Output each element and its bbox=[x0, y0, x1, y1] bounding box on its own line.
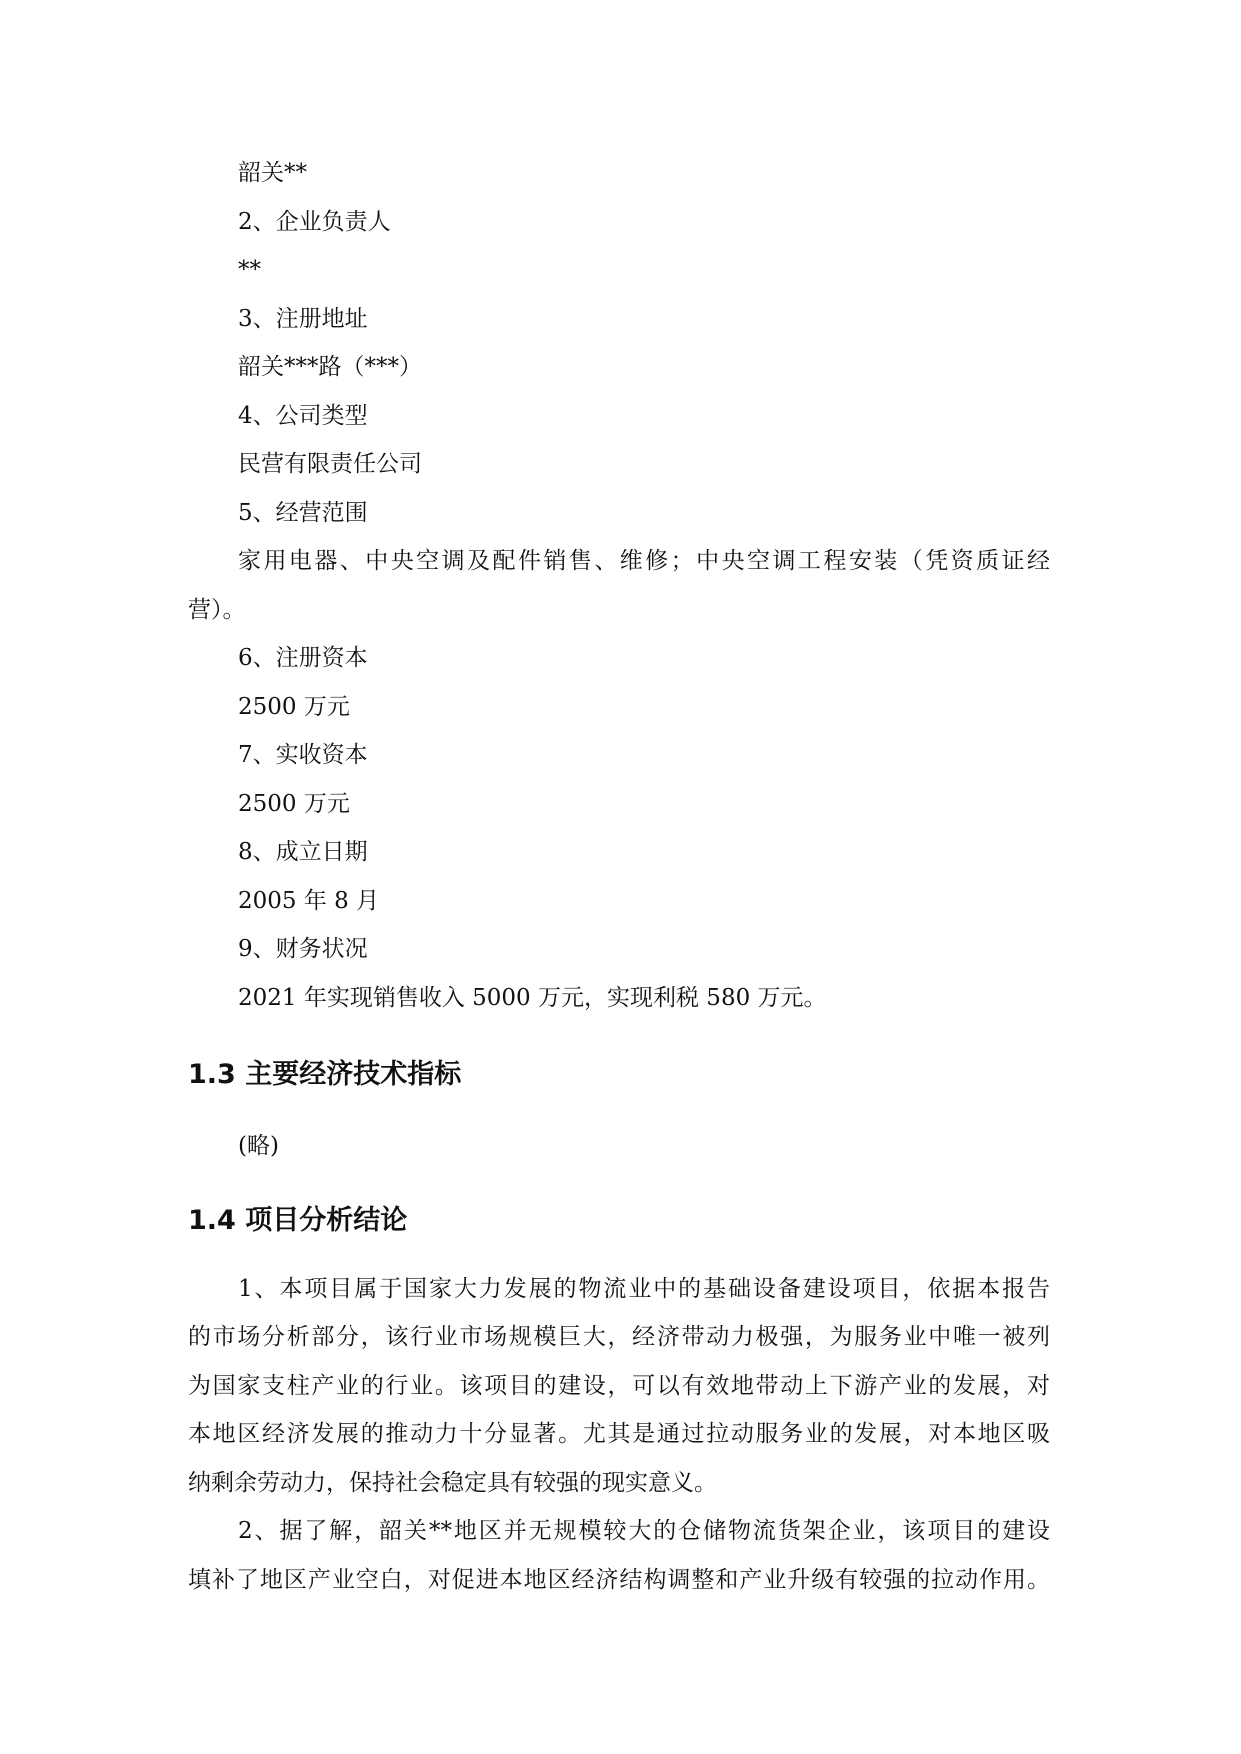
conclusion-line-1: 1、本项目属于国家大力发展的物流业中的基础设备建设项目，依据本报告 bbox=[238, 1276, 1050, 1302]
item-label-registered-capital: 6、注册资本 bbox=[238, 645, 368, 671]
item-label-financial-status: 9、财务状况 bbox=[238, 936, 368, 962]
item-label-legal-rep: 2、企业负责人 bbox=[238, 209, 391, 235]
conclusion-line-6: 2、据了解，韶关**地区并无规模较大的仓储物流货架企业，该项目的建设 bbox=[238, 1518, 1050, 1544]
item-label-founding-date: 8、成立日期 bbox=[238, 839, 368, 865]
paid-in-capital-value: 2500 万元 bbox=[238, 791, 350, 817]
conclusion-line-7: 填补了地区产业空白，对促进本地区经济结构调整和产业升级有较强的拉动作用。 bbox=[188, 1567, 1050, 1593]
registered-capital-value: 2500 万元 bbox=[238, 694, 350, 720]
section-heading-1-3: 1.3 主要经济技术指标 bbox=[188, 1059, 462, 1090]
section-heading-1-4: 1.4 项目分析结论 bbox=[188, 1205, 408, 1236]
conclusion-line-4: 本地区经济发展的推动力十分显著。尤其是通过拉动服务业的发展，对本地区吸 bbox=[188, 1421, 1050, 1447]
business-scope-line-2: 营）。 bbox=[188, 597, 246, 623]
item-label-company-type: 4、公司类型 bbox=[238, 403, 368, 429]
conclusion-line-5: 纳剩余劳动力，保持社会稳定具有较强的现实意义。 bbox=[188, 1470, 717, 1496]
company-location: 韶关** bbox=[238, 160, 307, 186]
conclusion-line-3: 为国家支柱产业的行业。该项目的建设，可以有效地带动上下游产业的发展，对 bbox=[188, 1373, 1050, 1399]
item-label-business-scope: 5、经营范围 bbox=[238, 500, 368, 526]
founding-date-value: 2005 年 8 月 bbox=[238, 888, 380, 914]
item-label-address: 3、注册地址 bbox=[238, 306, 368, 332]
conclusion-line-2: 的市场分析部分，该行业市场规模巨大，经济带动力极强，为服务业中唯一被列 bbox=[188, 1324, 1050, 1350]
company-type-value: 民营有限责任公司 bbox=[238, 451, 422, 477]
section-1-3-body: (略) bbox=[238, 1133, 279, 1159]
business-scope-line-1: 家用电器、中央空调及配件销售、维修；中央空调工程安装（凭资质证经 bbox=[238, 548, 1050, 574]
legal-rep-value: ** bbox=[238, 257, 261, 283]
item-label-paid-in-capital: 7、实收资本 bbox=[238, 742, 368, 768]
financial-status-value: 2021 年实现销售收入 5000 万元，实现利税 580 万元。 bbox=[238, 985, 827, 1011]
address-value: 韶关***路（***） bbox=[238, 354, 422, 380]
